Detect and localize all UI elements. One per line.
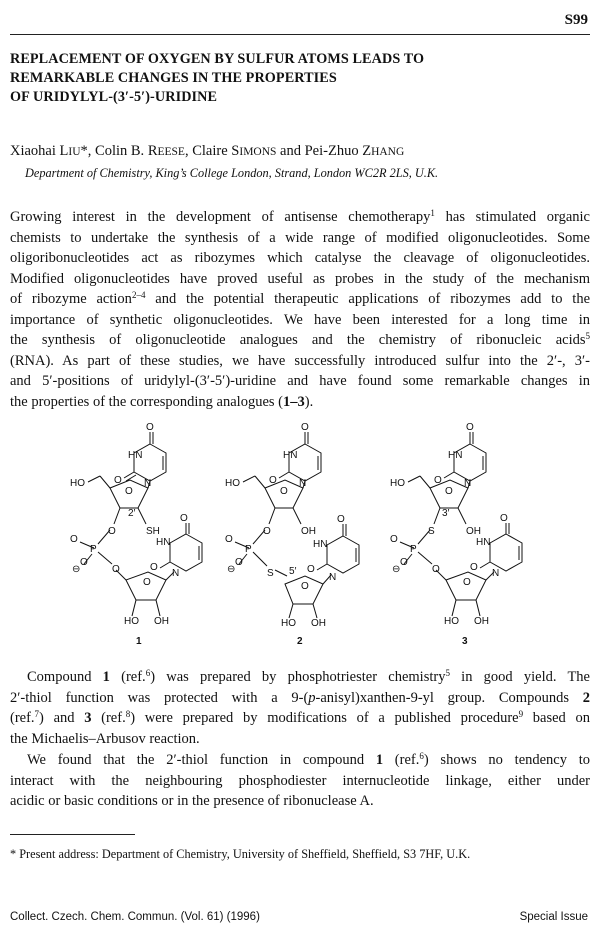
uracil-ring xyxy=(490,534,522,571)
atom-label: O xyxy=(235,557,243,568)
position-label: 2′ xyxy=(128,508,136,519)
title-line-1: REPLACEMENT OF OXYGEN BY SULFUR ATOMS LEADS TO xyxy=(10,51,425,67)
compound-3-structure xyxy=(390,422,522,647)
compound-number: 3 xyxy=(462,636,468,647)
synthesis-paragraph xyxy=(10,667,590,749)
atom-label: O xyxy=(263,526,271,537)
text-run: -anisyl)xanthen-9-yl group. Compounds xyxy=(315,689,583,706)
text-line: Modified oligonucleotides have proved useful as probes in the study of the mechanism xyxy=(10,270,590,287)
text-line: the Michaelis–Arbusov reaction. xyxy=(10,730,200,747)
author-family: Z xyxy=(362,143,372,159)
atom-label: O xyxy=(432,564,440,575)
oh-bond xyxy=(452,600,456,616)
atom-label: N xyxy=(492,568,500,579)
atom-label: O xyxy=(112,564,120,575)
atom-label: HO xyxy=(225,478,240,489)
atom-label: O xyxy=(108,526,116,537)
compound-ref: 1 xyxy=(102,669,110,685)
compound-ref: 2 xyxy=(582,689,590,706)
reference-mark: 5 xyxy=(585,331,590,341)
reference-mark: 5 xyxy=(445,668,450,678)
atom-label: O xyxy=(280,486,288,497)
text-run: We found that the 2′-thiol function in compound xyxy=(27,752,376,768)
text-run: ). xyxy=(304,393,314,410)
footnote-rule xyxy=(10,834,135,835)
author-list xyxy=(10,143,404,160)
author-family-sc: IU xyxy=(68,146,81,158)
atom-label: O xyxy=(445,486,453,497)
atom-label: OH xyxy=(474,616,489,627)
atom-label: O xyxy=(463,577,471,588)
atom-label: S xyxy=(267,568,274,579)
text-run: (ref. xyxy=(109,669,146,685)
reference-mark: 2–4 xyxy=(131,290,146,300)
text-run: 2′-thiol function was protected with a 9-( xyxy=(10,689,309,706)
author-footnote-mark: * xyxy=(80,143,88,159)
atom-label: O xyxy=(307,564,315,575)
atom-label: O xyxy=(146,422,154,433)
affiliation: Department of Chemistry, King’s College London, Strand, London WC2R 2LS, U.K. xyxy=(25,166,439,180)
reference-mark: 1 xyxy=(430,208,435,218)
atom-label: O xyxy=(225,534,233,545)
atom-label: O xyxy=(80,557,88,568)
text-run: and the potential therapeutic applications of ribozymes add to the xyxy=(145,291,591,307)
atom-label: HO xyxy=(281,618,296,629)
text-line: chemists to undertake the synthesis of a wide range of modified oligonucleotides. Some xyxy=(10,229,590,246)
text-line xyxy=(10,688,590,709)
atom-label: HO xyxy=(124,616,139,627)
p-o-bond xyxy=(418,552,432,564)
text-line xyxy=(10,330,590,351)
author-family-sc: HANG xyxy=(371,146,405,158)
text-line xyxy=(10,207,590,228)
atom-label: O xyxy=(114,475,122,486)
text-run: Compound xyxy=(27,669,103,685)
text-run: (ref. xyxy=(91,710,126,726)
carbonyl-bond xyxy=(317,564,327,570)
carbonyl-bond xyxy=(444,472,454,478)
paper-title xyxy=(10,50,590,107)
author-given: Xiaohai xyxy=(10,143,60,159)
compound-1-structure xyxy=(70,422,202,647)
title-line-3: OF URIDYLYL-(3′-5′)-URIDINE xyxy=(10,89,218,105)
s3-bond xyxy=(434,508,440,524)
atom-label: S xyxy=(428,526,435,537)
atom-label: O xyxy=(180,513,188,524)
text-run: has stimulated organic xyxy=(434,209,590,225)
atom-label: O xyxy=(150,562,158,573)
atom-label: HN xyxy=(476,537,491,548)
atom-label: O xyxy=(466,422,474,433)
atom-label: N xyxy=(299,478,307,489)
compound-ref: 3 xyxy=(84,710,92,726)
footnote: * Present address: Department of Chemistry, University of Sheffield, Sheffield, S3 7HF, U.K. xyxy=(10,847,471,861)
journal-citation: Collect. Czech. Chem. Commun. (Vol. 61) (1996) xyxy=(10,911,260,923)
oh-bond xyxy=(289,604,293,618)
atom-label: P xyxy=(410,544,417,555)
text-line xyxy=(10,392,590,413)
atom-label: HN xyxy=(128,450,143,461)
atom-label: O xyxy=(390,534,398,545)
reference-mark: 7 xyxy=(34,709,40,719)
atom-label: O xyxy=(125,486,133,497)
atom-label: OH xyxy=(154,616,169,627)
findings-paragraph xyxy=(10,750,590,812)
ch2-bond xyxy=(408,476,420,482)
compound-ref: 1 xyxy=(375,752,384,768)
author-family: L xyxy=(59,143,69,159)
reference-mark: 6 xyxy=(419,751,424,761)
p-s-bond xyxy=(253,552,267,566)
title-line-2: REMARKABLE CHANGES IN THE PROPERTIES xyxy=(10,70,337,86)
chemical-structures-figure xyxy=(60,420,540,650)
uracil-ring xyxy=(170,534,202,571)
ch2-bond xyxy=(275,570,287,576)
atom-label: HO xyxy=(70,478,85,489)
position-label: 3′ xyxy=(442,508,450,519)
atom-label: O xyxy=(301,581,309,592)
ch2-bond xyxy=(420,476,430,488)
atom-label: HN xyxy=(283,450,298,461)
reference-mark: 9 xyxy=(518,709,524,719)
atom-label: O xyxy=(301,422,309,433)
text-run: (ref. xyxy=(383,752,420,768)
atom-label: N xyxy=(464,478,472,489)
page-number: S99 xyxy=(564,12,588,28)
atom-label: HO xyxy=(444,616,459,627)
author-given: , Claire xyxy=(184,143,232,159)
atom-label: HN xyxy=(313,539,328,550)
atom-label: OH xyxy=(301,526,316,537)
carbonyl-bond xyxy=(480,562,490,568)
author-family: R xyxy=(147,143,158,159)
text-line xyxy=(10,289,590,310)
oh-bond xyxy=(132,600,136,616)
text-line: and 5′-positions of uridylyl-(3′-5′)-uridine and have found some remarkable changes in xyxy=(10,373,590,389)
text-line: acidic or basic conditions or in the presence of ribonuclease A. xyxy=(10,793,374,809)
text-run: the properties of the corresponding analogues ( xyxy=(10,393,283,410)
oh-bond xyxy=(458,508,466,524)
author-family-sc: IMONS xyxy=(239,146,277,158)
oh-bond xyxy=(293,508,301,524)
author-family: S xyxy=(231,143,240,159)
atom-label: P xyxy=(90,544,97,555)
atom-label: ⊖ xyxy=(227,564,236,575)
ch2-bond xyxy=(100,476,110,488)
o3-bond xyxy=(269,508,275,524)
atom-label: N xyxy=(172,568,180,579)
atom-label: N xyxy=(144,478,152,489)
atom-label: ⊖ xyxy=(72,564,81,575)
text-run: Growing interest in the development of antisense chemotherapy xyxy=(10,209,431,225)
reference-mark: 8 xyxy=(125,709,131,719)
atom-label: O xyxy=(500,513,508,524)
text-line: interact with the neighbouring phosphodiester internucleotide linkage, either under xyxy=(10,772,590,789)
atom-label: O xyxy=(269,475,277,486)
text-run: ) shows no tendency to xyxy=(423,752,591,768)
atom-label: O xyxy=(434,475,442,486)
compound-ref: 1–3 xyxy=(283,393,305,410)
compound-number: 1 xyxy=(136,636,142,647)
text-line xyxy=(10,750,590,771)
atom-label: OH xyxy=(466,526,481,537)
intro-paragraph xyxy=(10,207,590,412)
text-run: in good yield. The xyxy=(449,669,590,685)
issue-label: Special Issue xyxy=(519,911,588,923)
text-line: (RNA). As part of these studies, we have successfully introduced sulfur into the 2′-, 3′- xyxy=(10,352,590,369)
text-run: the synthesis of oligonucleotide analogues and the chemistry of ribonucleic acids xyxy=(10,332,586,348)
reference-mark: 6 xyxy=(145,668,151,678)
atom-label: N xyxy=(329,572,337,583)
atom-label: OH xyxy=(311,618,326,629)
oh-bond xyxy=(313,604,317,618)
atom-label: P xyxy=(245,544,252,555)
compound-2-structure xyxy=(225,422,359,647)
oh-bond xyxy=(156,600,160,616)
sh-bond xyxy=(138,508,146,524)
carbonyl-bond xyxy=(160,562,170,568)
position-label: 5′ xyxy=(289,566,297,577)
o3-bond xyxy=(114,508,120,524)
header-rule xyxy=(10,34,590,35)
text-line: importance of synthetic oligonucleotides. We have been interested for a long time in xyxy=(10,311,590,328)
atom-label: HN xyxy=(156,537,171,548)
atom-label: SH xyxy=(146,526,160,537)
text-run: ) were prepared by modifications of a published procedure xyxy=(130,710,519,726)
oh-bond xyxy=(476,600,480,616)
p-o-bond xyxy=(98,552,112,564)
italic-run: p xyxy=(308,689,316,706)
author-given: , Colin B. xyxy=(87,143,148,159)
text-run: ) and xyxy=(39,710,85,726)
text-run: ) was prepared by phosphotriester chemistry xyxy=(150,669,446,685)
text-line xyxy=(10,708,590,729)
atom-label: O xyxy=(70,534,78,545)
atom-label: O xyxy=(143,577,151,588)
text-run: of ribozyme action xyxy=(10,291,132,307)
atom-label: O xyxy=(470,562,478,573)
atom-label: HO xyxy=(390,478,405,489)
author-family-sc: EESE xyxy=(157,146,185,158)
text-line: oligoribonucleotides act as ribozymes which catalyse the cleavage of oligonucleotides. xyxy=(10,250,590,266)
ch2-bond xyxy=(255,476,265,488)
uracil-ring xyxy=(327,536,359,573)
text-run: based on xyxy=(523,710,591,726)
compound-number: 2 xyxy=(297,636,303,647)
ch2-bond xyxy=(243,476,255,482)
atom-label: O xyxy=(400,557,408,568)
atom-label: O xyxy=(337,514,345,525)
author-given: and Pei-Zhuo xyxy=(276,143,363,159)
atom-label: HN xyxy=(448,450,463,461)
atom-label: ⊖ xyxy=(392,564,401,575)
text-run: (ref. xyxy=(10,710,35,726)
carbonyl-bond xyxy=(279,472,289,478)
ch2-bond xyxy=(88,476,100,482)
text-line xyxy=(10,667,590,688)
